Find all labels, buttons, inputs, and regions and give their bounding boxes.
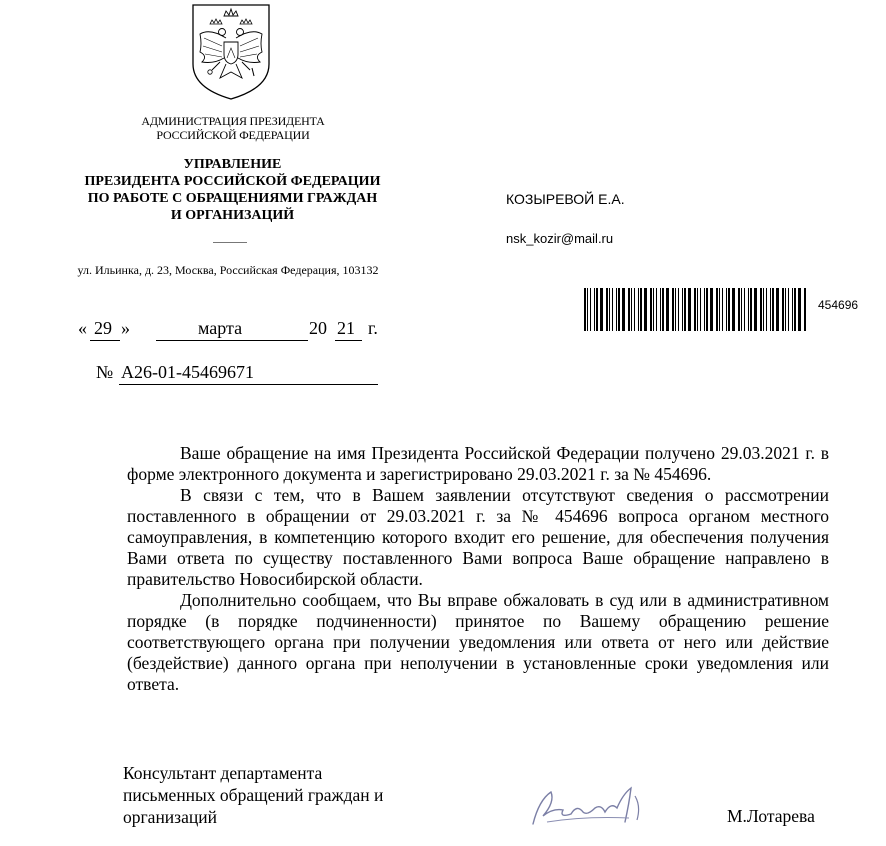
- barcode-bar: [704, 288, 705, 331]
- date-day: 29: [94, 318, 112, 338]
- barcode-bar: [662, 288, 664, 331]
- barcode-bar: [653, 288, 654, 331]
- barcode-bar: [772, 288, 774, 331]
- department-line: ПО РАБОТЕ С ОБРАЩЕНИЯМИ ГРАЖДАН: [87, 191, 378, 206]
- barcode-bar: [618, 288, 620, 331]
- barcode-bar: [706, 288, 708, 331]
- barcode-bar: [596, 288, 598, 331]
- barcode-bar: [656, 288, 657, 331]
- barcode-bar: [622, 288, 625, 331]
- barcode-bar: [782, 288, 784, 331]
- barcode-bar: [766, 288, 767, 331]
- barcode-bar: [650, 288, 652, 331]
- department-line: И ОРГАНИЗАЦИЙ: [170, 208, 295, 223]
- date-day-underline: [90, 340, 120, 341]
- date-month-underline: [156, 340, 308, 341]
- body-paragraph: В связи с тем, что в Вашем заявлении отсутствуют сведения о рассмотрении поставленного в обращении от 29.03.2021 г. за № 454696 вопроса органом местного самоуправления, в компетенцию которого входит его решение, для обеспечения получения Вами ответа по существу поставленного Вами вопроса Ваше обращение направлено в правительство Новосибирской области.: [127, 485, 829, 589]
- date-month: марта: [198, 318, 243, 338]
- barcode-bar: [609, 288, 610, 331]
- barcode-bar: [594, 288, 595, 331]
- barcode-bar: [634, 288, 635, 331]
- barcode-bar: [628, 288, 630, 331]
- barcode-bar: [741, 288, 742, 331]
- barcode-bar: [794, 288, 796, 331]
- date-year-underline: [335, 340, 362, 341]
- barcode-bar: [682, 288, 683, 331]
- barcode-bar: [631, 288, 632, 331]
- date-open-quote: «: [78, 318, 87, 338]
- recipient-email: nsk_kozir@mail.ru: [506, 231, 614, 246]
- admin-line: АДМИНИСТРАЦИЯ ПРЕЗИДЕНТА: [141, 114, 325, 128]
- barcode-bar: [600, 288, 603, 331]
- barcode-bar: [640, 288, 642, 331]
- barcode-bar: [798, 288, 801, 331]
- barcode-bar: [672, 288, 674, 331]
- barcode-icon: [584, 288, 808, 331]
- barcode-bar: [700, 288, 701, 331]
- admin-line: РОССИЙСКОЙ ФЕДЕРАЦИИ: [156, 128, 310, 142]
- organization-address: ул. Ильинка, д. 23, Москва, Российская Федерация, 103132: [77, 263, 379, 277]
- barcode-bar: [697, 288, 698, 331]
- registration-prefix: №: [96, 362, 114, 382]
- barcode-number: 454696: [818, 298, 859, 312]
- barcode-bar: [788, 288, 789, 331]
- barcode-bar: [612, 288, 613, 331]
- barcode-bar: [748, 288, 749, 331]
- coat-of-arms-icon: [190, 2, 272, 102]
- barcode-bar: [760, 288, 762, 331]
- barcode-bar: [678, 288, 679, 331]
- barcode-bar: [584, 288, 586, 331]
- barcode-bar: [726, 288, 727, 331]
- barcode-bar: [666, 288, 669, 331]
- barcode-bar: [716, 288, 718, 331]
- barcode-bar: [694, 288, 696, 331]
- barcode-bar: [763, 288, 764, 331]
- signer-position-line: письменных обращений граждан и: [123, 785, 384, 805]
- barcode-bar: [688, 288, 691, 331]
- barcode-bar: [750, 288, 752, 331]
- barcode-bar: [606, 288, 608, 331]
- date-close-quote: »: [121, 318, 130, 338]
- signer-position-line: организаций: [123, 807, 217, 827]
- signer-position: [123, 762, 383, 828]
- department-line: УПРАВЛЕНИЕ: [183, 157, 282, 172]
- barcode-bar: [684, 288, 686, 331]
- barcode-bar: [792, 288, 793, 331]
- barcode-bar: [732, 288, 735, 331]
- signer-position-line: Консультант департамента: [123, 763, 323, 783]
- signature-icon: [525, 778, 655, 834]
- barcode-bar: [675, 288, 676, 331]
- barcode-bar: [719, 288, 720, 331]
- barcode-bar: [616, 288, 617, 331]
- body-paragraph: Ваше обращение на имя Президента Российской Федерации получено 29.03.2021 г. в форме электронного документа и зарегистрировано 29.03.2021 г. за № 454696.: [127, 443, 829, 484]
- registration-number: А26-01-45469671: [121, 362, 254, 382]
- letterhead-divider: [213, 242, 247, 243]
- barcode-bar: [744, 288, 745, 331]
- department-name: [60, 156, 405, 224]
- barcode-bar: [728, 288, 730, 331]
- barcode-bar: [660, 288, 661, 331]
- body-paragraph: Дополнительно сообщаем, что Вы вправе обжаловать в суд или в административном порядке (в порядке подчиненности) принятое по Вашему обращению решение соответствующего органа при получении уведомления или ответа от него или действие (бездействие) данного органа при неполучении в установленные сроки уведомления или ответа.: [127, 590, 829, 694]
- barcode-bar: [785, 288, 786, 331]
- barcode-bar: [644, 288, 647, 331]
- barcode-bar: [722, 288, 723, 331]
- administration-name: [92, 114, 374, 142]
- recipient-name: КОЗЫРЕВОЙ Е.А.: [506, 191, 625, 207]
- barcode-bar: [776, 288, 779, 331]
- barcode-bar: [638, 288, 639, 331]
- barcode-bar: [710, 288, 713, 331]
- barcode-bar: [590, 288, 591, 331]
- registration-underline: [119, 384, 378, 385]
- barcode-bar: [770, 288, 771, 331]
- barcode-bar: [738, 288, 740, 331]
- date-century: 20: [309, 318, 327, 338]
- signer-name: М.Лотарева: [727, 806, 815, 826]
- barcode-bar: [587, 288, 588, 331]
- barcode-bar: [804, 288, 806, 331]
- letter-body: [127, 443, 829, 695]
- date-suffix: г.: [368, 318, 378, 338]
- barcode-bar: [754, 288, 757, 331]
- date-year: 21: [337, 318, 355, 338]
- department-line: ПРЕЗИДЕНТА РОССИЙСКОЙ ФЕДЕРАЦИИ: [84, 174, 381, 189]
